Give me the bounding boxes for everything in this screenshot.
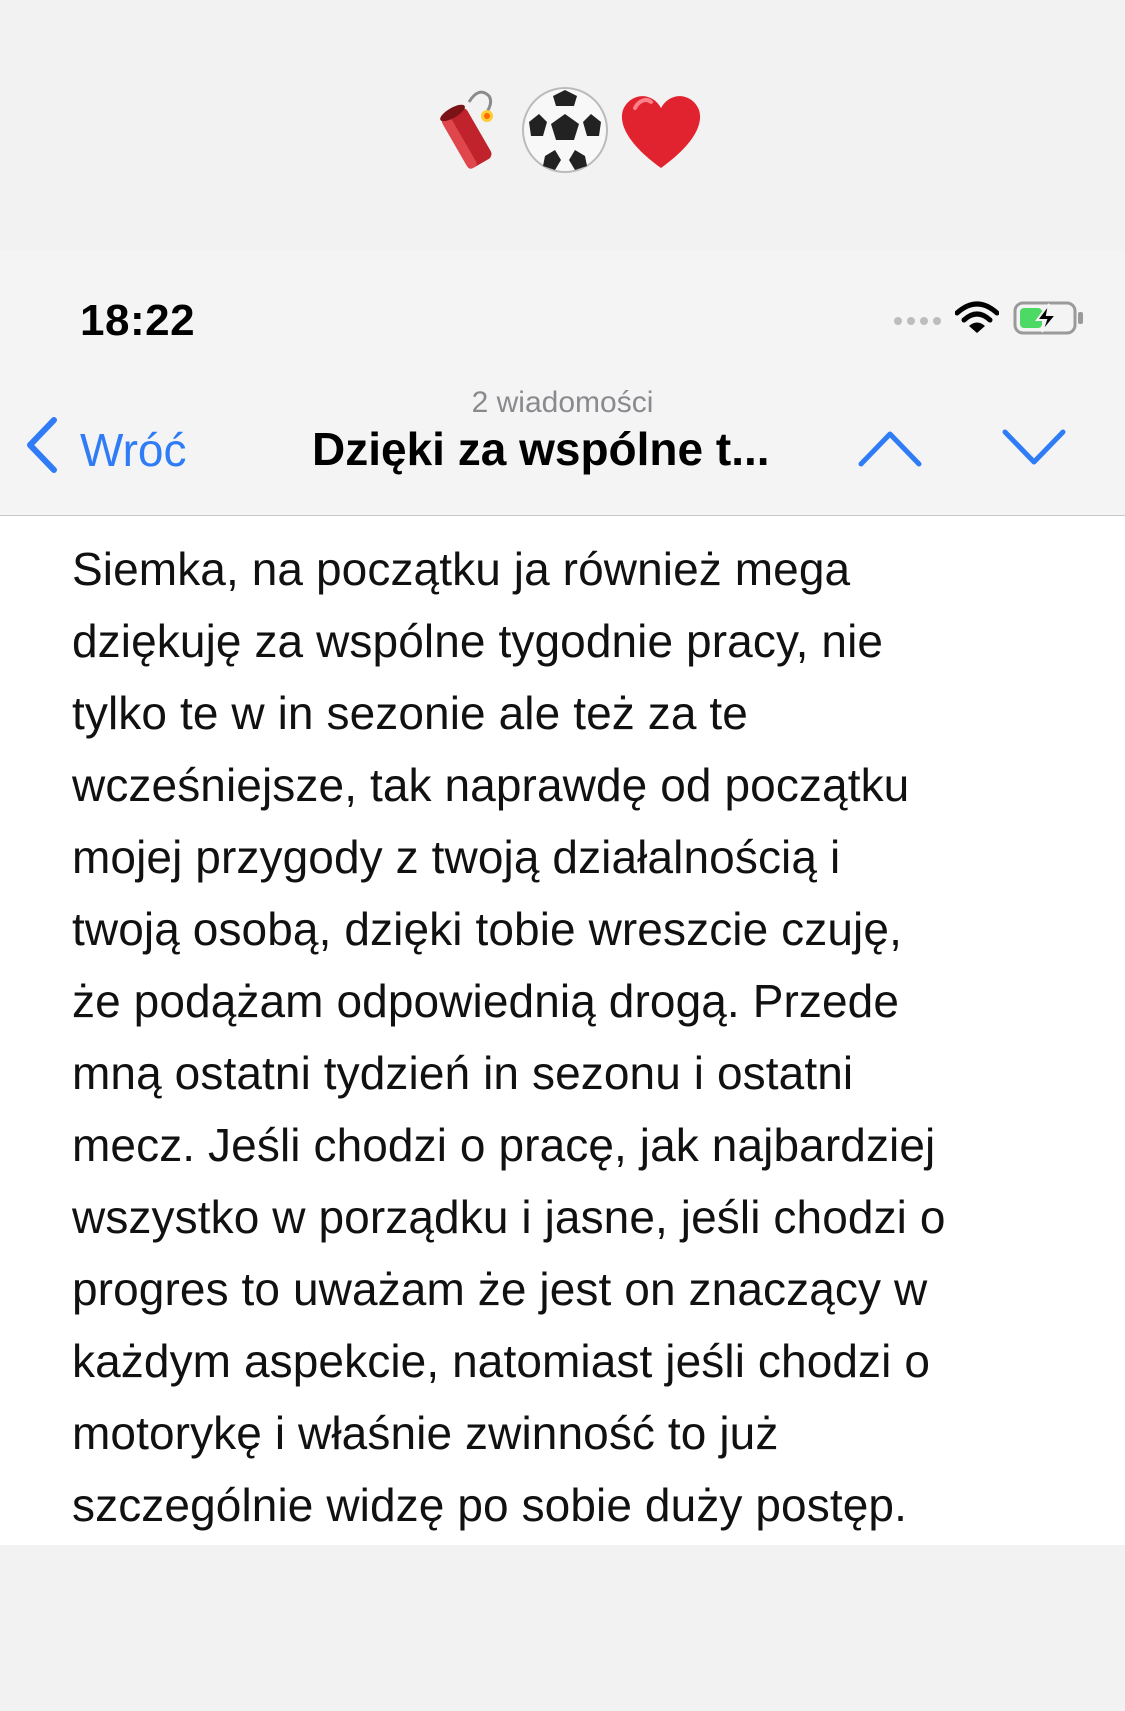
message-line: Siemka, na początku ja również mega	[72, 543, 851, 595]
firecracker-icon	[419, 82, 515, 178]
status-icons	[894, 300, 1085, 341]
message-line: że podążam odpowiednią drogą. Przede	[72, 975, 900, 1027]
message-line: mojej przygody z twoją działalnością i	[72, 831, 841, 883]
signal-dots-icon	[894, 317, 941, 325]
message-line: progres to uważam że jest on znaczący w	[72, 1263, 928, 1315]
next-message-button[interactable]	[999, 424, 1069, 476]
emoji-header	[0, 70, 1125, 190]
thread-title: Dzięki za wspólne t...	[312, 423, 770, 475]
message-body	[72, 533, 1072, 1541]
message-line: twoją osobą, dzięki tobie wreszcie czuję,	[72, 903, 902, 955]
message-line: dziękuję za wspólne tygodnie pracy, nie	[72, 615, 884, 667]
message-line: wcześniejsze, tak naprawdę od początku	[72, 759, 910, 811]
red-heart-icon	[615, 84, 707, 176]
back-button[interactable]	[24, 420, 187, 480]
message-line: każdym aspekcie, natomiast jeśli chodzi o	[72, 1335, 931, 1387]
battery-charging-icon	[1013, 300, 1085, 341]
message-line: tylko te w in sezonie ale też za te	[72, 687, 748, 739]
message-count: 2 wiadomości	[471, 386, 654, 419]
previous-message-button[interactable]	[855, 424, 925, 476]
chevron-left-icon	[24, 416, 58, 485]
wifi-icon	[955, 301, 999, 340]
back-label: Wróć	[80, 424, 187, 476]
soccer-ball-icon	[519, 84, 611, 176]
status-time: 18:22	[80, 296, 196, 345]
message-line: mecz. Jeśli chodzi o pracę, jak najbardziej	[72, 1119, 936, 1171]
message-line: mną ostatni tydzień in sezonu i ostatni	[72, 1047, 854, 1099]
message-line: wszystko w porządku i jasne, jeśli chodzi o	[72, 1191, 946, 1243]
chevron-down-icon	[1001, 428, 1067, 473]
message-line: szczególnie widzę po sobie duży postęp.	[72, 1479, 907, 1531]
message-line: motorykę i właśnie zwinność to już	[72, 1407, 779, 1459]
chevron-up-icon	[857, 428, 923, 473]
